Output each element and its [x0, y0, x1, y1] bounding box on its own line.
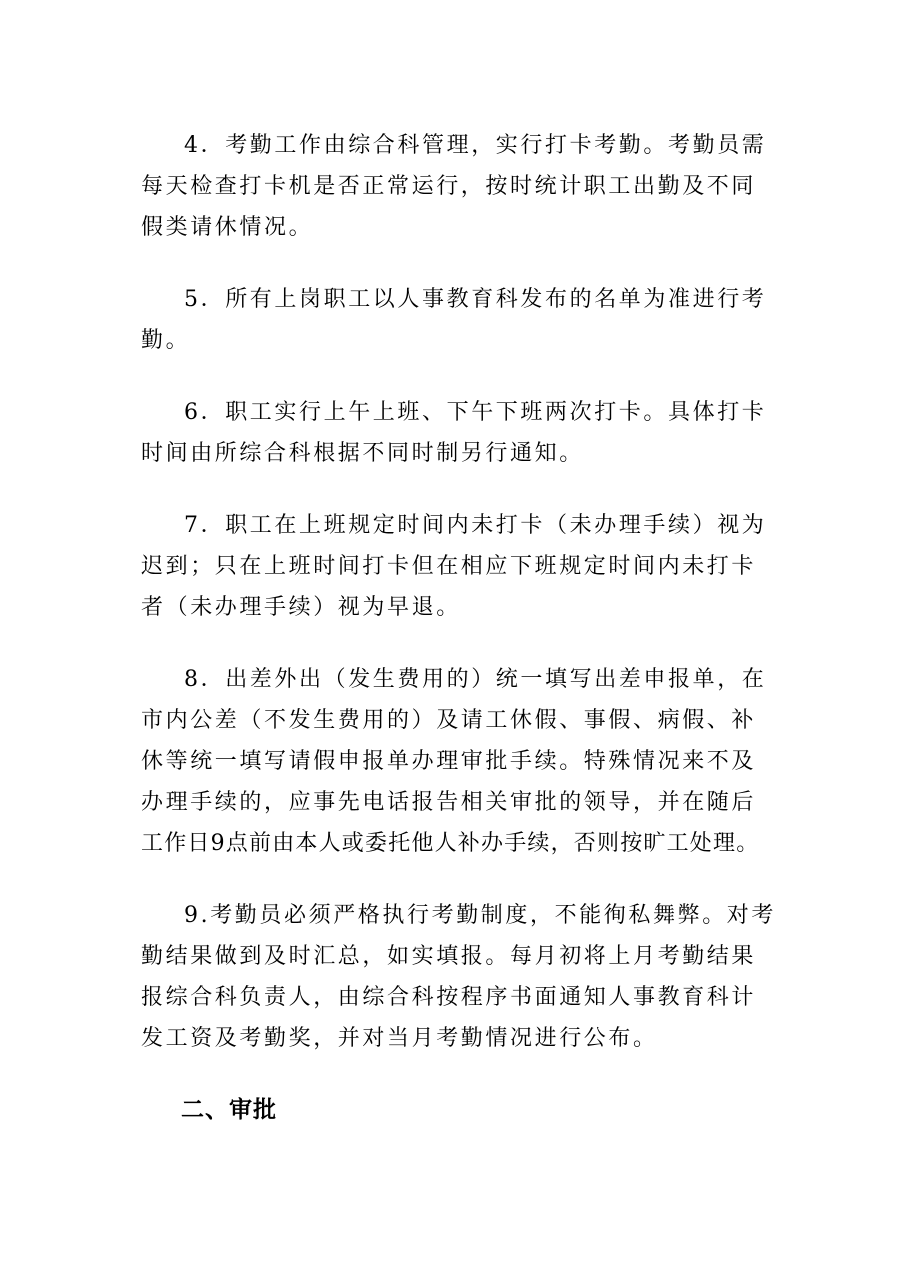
- paragraph-line: 4．考勤工作由综合科管理，实行打卡考勤。考勤员需: [184, 133, 767, 158]
- paragraph-line: 假类请休情况。: [141, 215, 314, 240]
- paragraph-line: 休等统一填写请假申报单办理审批手续。特殊情况来不及: [141, 749, 757, 774]
- paragraph-item-4: [141, 125, 791, 248]
- paragraph-item-5: [141, 279, 791, 361]
- paragraph-line: 每天检查打卡机是否正常运行，按时统计职工出勤及不同: [141, 174, 757, 199]
- paragraph-line: 市内公差（不发生费用的）及请工休假、事假、病假、补: [141, 708, 757, 733]
- paragraph-line: 工作日9点前由本人或委托他人补办手续，否则按旷工处理。: [141, 831, 760, 856]
- paragraph-line: 8．出差外出（发生费用的）统一填写出差申报单，在: [184, 667, 767, 692]
- paragraph-item-6: [141, 392, 791, 474]
- paragraph-line: 办理手续的，应事先电话报告相关审批的领导，并在随后: [141, 790, 757, 815]
- paragraph-line: 勤。: [141, 328, 191, 353]
- paragraph-line: 迟到；只在上班时间打卡但在相应下班规定时间内未打卡: [141, 554, 757, 579]
- paragraph-line: 发工资及考勤奖，并对当月考勤情况进行公布。: [141, 1026, 658, 1051]
- paragraph-item-9: [141, 895, 791, 1059]
- paragraph-line: 7．职工在上班规定时间内未打卡（未办理手续）视为: [184, 513, 767, 538]
- document-body: [141, 125, 791, 1131]
- paragraph-line: 6．职工实行上午上班、下午下班两次打卡。具体打卡: [184, 400, 767, 425]
- paragraph-line: 时间由所综合科根据不同时制另行通知。: [141, 441, 584, 466]
- section-heading: 二、审批: [181, 1097, 277, 1123]
- paragraph-line: 者（未办理手续）视为早退。: [141, 595, 461, 620]
- paragraph-line: 9.考勤员必须严格执行考勤制度，不能徇私舞弊。对考: [184, 903, 776, 928]
- paragraph-line: 5．所有上岗职工以人事教育科发布的名单为准进行考: [184, 287, 767, 312]
- paragraph-line: 报综合科负责人，由综合科按程序书面通知人事教育科计: [141, 985, 757, 1010]
- paragraph-item-8: [141, 659, 791, 864]
- paragraph-item-7: [141, 505, 791, 628]
- paragraph-line: 勤结果做到及时汇总，如实填报。每月初将上月考勤结果: [141, 944, 757, 969]
